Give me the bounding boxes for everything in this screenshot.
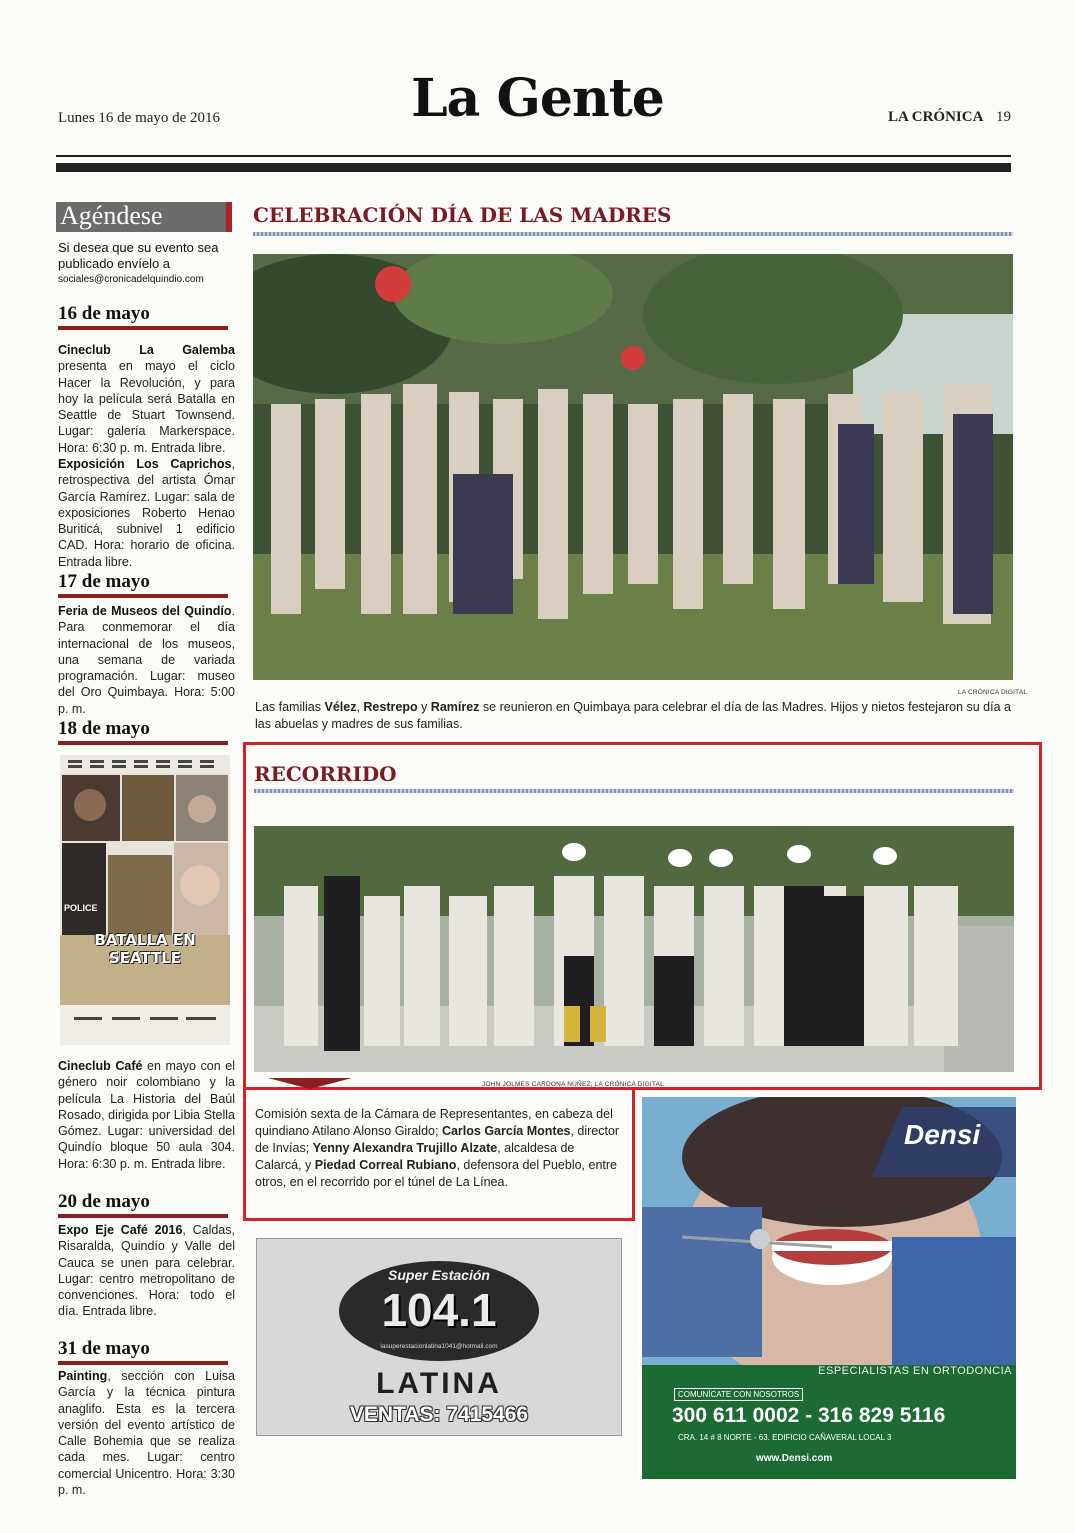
agenda-title: Agéndese	[60, 201, 163, 230]
movie-poster	[60, 755, 230, 1045]
date-rule	[58, 326, 228, 330]
caption-text: Comisión sexta de la Cámara de Representantes, en cabeza del quindiano Atilano Alonso Giraldo;	[255, 1107, 613, 1138]
agenda-email[interactable]: sociales@cronicadelquindio.com	[58, 274, 204, 285]
photo-caption	[255, 699, 1015, 733]
densi-ad	[642, 1097, 1016, 1479]
caption-text: Las familias	[255, 700, 325, 714]
caption-arrow	[268, 1078, 352, 1089]
date-rule	[58, 1361, 228, 1365]
caption-name: Ramírez	[430, 700, 480, 714]
newspaper-brand: LA CRÓNICA	[888, 109, 984, 125]
date-rule	[58, 741, 228, 745]
agenda-intro	[58, 240, 238, 288]
section-title: La Gente	[411, 68, 664, 129]
agenda-date: 20 de mayo	[58, 1191, 150, 1212]
radio-tagline: Super Estación	[388, 1267, 490, 1283]
event-text: , Caldas, Risaralda, Quindío y Valle del Cauca se unen para celebrar. Lugar: centro metropolitano de convenciones. Hora: todo el día. Entrada libre.	[58, 1223, 235, 1319]
masthead-bar	[56, 163, 1011, 172]
agenda-date: 17 de mayo	[58, 571, 150, 592]
agenda-event	[58, 1368, 235, 1498]
photo-credit: JOHN JOLMES CARDONA NUÑEZ, LA CRÓNICA DIGITAL	[482, 1081, 664, 1088]
agenda-intro-text: Si desea que su evento sea publicado envíelo a	[58, 240, 219, 271]
story-headline: CELEBRACIÓN DÍA DE LAS MADRES	[253, 203, 672, 227]
masthead-rule	[56, 155, 1011, 157]
agenda-event	[58, 603, 235, 717]
event-title: Feria de Museos del Quindío	[58, 604, 232, 618]
caption-name: Vélez	[324, 700, 357, 714]
caption-text: , director de Invías;	[255, 1124, 620, 1155]
densi-logo: Densi	[904, 1119, 981, 1150]
densi-website: www.Densi.com	[756, 1453, 833, 1464]
densi-phones: 300 611 0002 - 316 829 5116	[672, 1404, 946, 1427]
caption-text: ,	[356, 700, 364, 714]
radio-sales: VENTAS: 7415466	[349, 1403, 529, 1426]
caption-name: Carlos García Montes	[441, 1124, 571, 1138]
story-headline: RECORRIDO	[254, 762, 397, 786]
event-text: , sección con Luisa García y la técnica pintura anaglifo. Esta es la tercera versión del evento artístico de Calle Bohemia que se realiza cada mes. Lugar: centro comercial Unicentro. Hora: 3:30 p. m.	[58, 1369, 235, 1498]
caption-name: Piedad Correal Rubiano	[314, 1158, 457, 1172]
agenda-date: 31 de mayo	[58, 1338, 150, 1359]
event-text: presenta en mayo el ciclo Hacer la Revolución, y para hoy la película será Batalla en Seattle de Stuart Townsend. Lugar: galería Markerspace. Hora: 6:30 p. m. Entrada libre.	[58, 359, 235, 455]
poster-title: BATALLA EN SEATTLE	[94, 931, 196, 967]
event-title: Cineclub La Galemba	[58, 343, 235, 357]
event-title: Painting	[58, 1369, 108, 1383]
agenda-event	[58, 1058, 235, 1172]
radio-ad	[256, 1238, 622, 1436]
agenda-date: 18 de mayo	[58, 718, 150, 739]
event-title: Cineclub Café	[58, 1059, 143, 1073]
poster-police-text: POLICE	[64, 903, 98, 913]
densi-contact-label: COMUNÍCATE CON NOSOTROS	[674, 1388, 803, 1401]
photo-credit: LA CRÓNICA DIGITAL	[958, 689, 1028, 696]
page-number: 19	[996, 109, 1011, 125]
caption-name: Yenny Alexandra Trujillo Alzate	[312, 1141, 498, 1155]
agenda-date: 16 de mayo	[58, 303, 150, 324]
caption-name: Restrepo	[363, 700, 418, 714]
headline-rule	[253, 232, 1013, 236]
caption-text: se reunieron en Quimbaya para celebrar el día de las Madres. Hijos y nietos festejaron su día a las abuelas y madres de sus familias.	[255, 700, 1011, 731]
caption-text: , alcaldesa de Calarcá, y	[255, 1141, 575, 1172]
event-title: Expo Eje Café 2016	[58, 1223, 183, 1237]
event-text: en mayo con el género noir colombiano y la película La Historia del Baúl Rosado, dirigida por Libia Stella Gómez. Lugar: universidad del Quindío bloque 50 aula 304. Hora: 6:30 p. m. Entrada libre.	[58, 1059, 235, 1171]
date-rule	[58, 1214, 228, 1218]
issue-date: Lunes 16 de mayo de 2016	[58, 110, 221, 126]
densi-address: CRA. 14 # 8 NORTE - 63. EDIFICIO CAÑAVERAL LOCAL 3	[678, 1433, 892, 1442]
headline-rule	[254, 789, 1014, 793]
agenda-event	[58, 456, 235, 570]
agenda-event	[58, 342, 235, 456]
event-text: , retrospectiva del artista Ómar García Ramírez. Lugar: sala de exposiciones Roberto Henao Buriticá, subnivel 1 edificio CAD. Hora: horario de oficina. Entrada libre.	[58, 457, 235, 569]
event-title: Exposición Los Caprichos	[58, 457, 232, 471]
radio-frequency: 104.1	[381, 1284, 497, 1336]
mothers-day-photo	[253, 254, 1013, 680]
radio-email: lasuperestacionlatina1041@hotmail.com	[380, 1343, 498, 1350]
agenda-event	[58, 1222, 235, 1320]
date-rule	[58, 594, 228, 598]
caption-text: y	[417, 700, 431, 714]
event-text: . Para conmemorar el día internacional de los museos, una semana de variada programación. Lugar: museo del Oro Quimbaya. Hora: 5:00 p. m.	[58, 604, 235, 716]
mothers-day-photo-art	[253, 254, 1013, 680]
caption-text: , defensora del Pueblo, entre otros, en el recorrido por el túnel de La Línea.	[255, 1158, 617, 1189]
densi-tagline: ESPECIALISTAS EN ORTODONCIA	[818, 1365, 1012, 1377]
tour-photo	[254, 826, 1014, 1072]
radio-name: LATINA	[376, 1367, 502, 1400]
photo-caption	[255, 1106, 623, 1191]
movie-poster-art	[60, 755, 230, 1045]
tour-photo-art	[254, 826, 1014, 1072]
